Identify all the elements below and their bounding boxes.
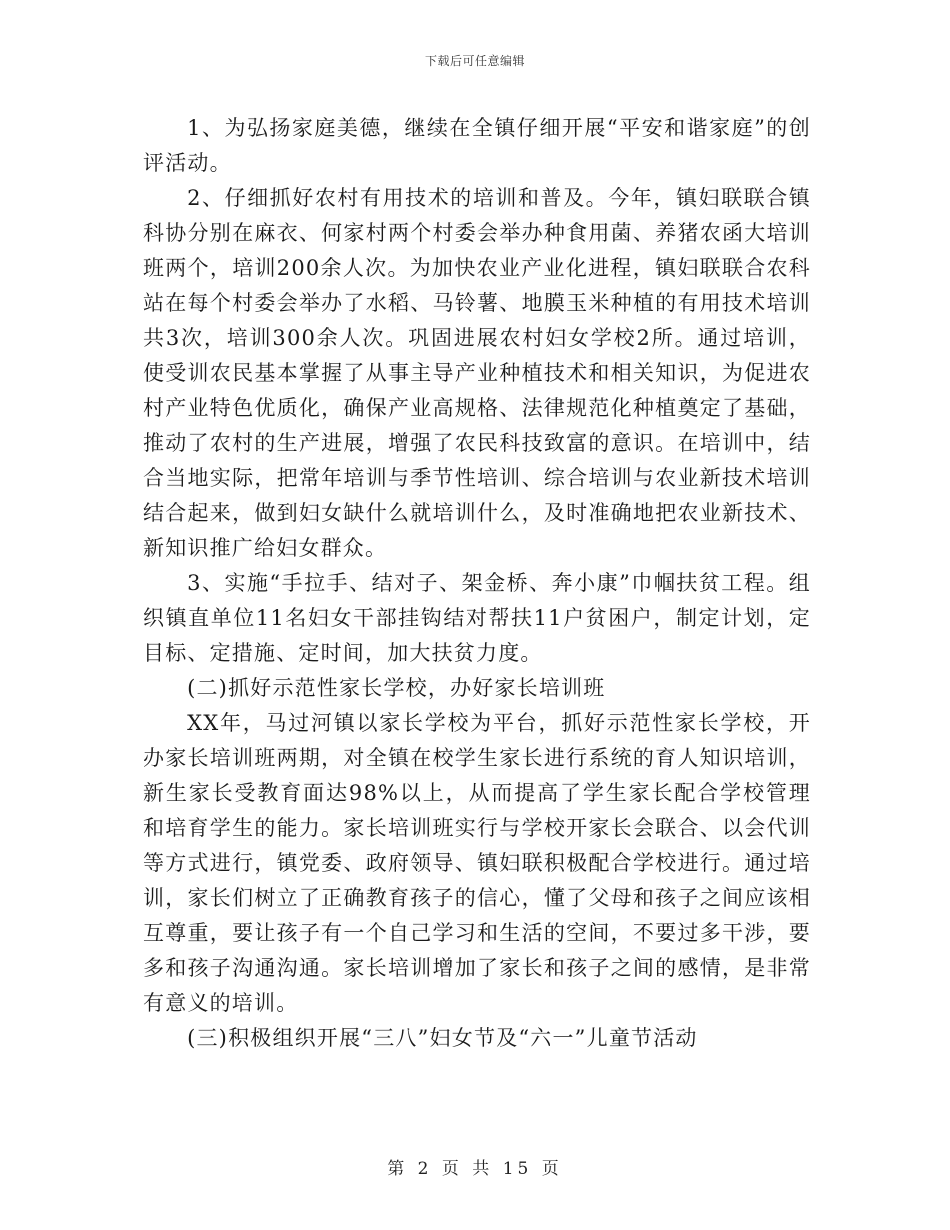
section-heading-3: (三)积极组织开展“三八”妇女节及“六一”儿童节活动 [187,1026,698,1050]
section-heading-2: (二)抓好示范性家长学校，办好家长培训班 [187,676,606,700]
page-number: 第 2 页 共 15 页 [387,1159,563,1179]
paragraph-item-2: 2、仔细抓好农村有用技术的培训和普及。今年，镇妇联联合镇科协分别在麻衣、何家村两个村委会举办种食用菌、养猪农函大培训班两个，培训200余人次。为加快农业产业化进程，镇妇联联合农科站在每个村委会举办了水稻、马铃薯、地膜玉米种植的有用技术培训共3次，培训300余人次。巩固进展农村妇女学校2所。通过培训，使受训农民基本掌握了从事主导产业种植技术和相关知识，为促进农村产业特色优质化，确保产业高规格、法律规范化种植奠定了基础，推动了农村的生产进展，增强了农民科技致富的意识。在培训中，结合当地实际，把常年培训与季节性培训、综合培训与农业新技术培训结合起来，做到妇女缺什么就培训什么，及时准确地把农业新技术、新知识推广给妇女群众。 [143,186,811,560]
page-header: 下载后可任意编辑 [424,54,525,68]
paragraph-item-3: 3、实施“手拉手、结对子、架金桥、奔小康”巾帼扶贫工程。组织镇直单位11名妇女干部挂钩结对帮扶11户贫困户，制定计划，定目标、定措施、定时间，加大扶贫力度。 [143,571,811,665]
document-body [143,111,811,1056]
paragraph-parent-school: XX年，马过河镇以家长学校为平台，抓好示范性家长学校，开办家长培训班两期，对全镇在校学生家长进行系统的育人知识培训，新生家长受教育面达98%以上，从而提高了学生家长配合学校管理和培育学生的能力。家长培训班实行与学校开家长会联合、以会代训等方式进行，镇党委、政府领导、镇妇联积极配合学校进行。通过培训，家长们树立了正确教育孩子的信心，懂了父母和孩子之间应该相互尊重，要让孩子有一个自己学习和生活的空间，不要过多干涉，要多和孩子沟通沟通。家长培训增加了家长和孩子之间的感情，是非常有意义的培训。 [143,711,811,1015]
paragraph-item-1: 1、为弘扬家庭美德，继续在全镇仔细开展“平安和谐家庭”的创评活动。 [143,116,811,175]
